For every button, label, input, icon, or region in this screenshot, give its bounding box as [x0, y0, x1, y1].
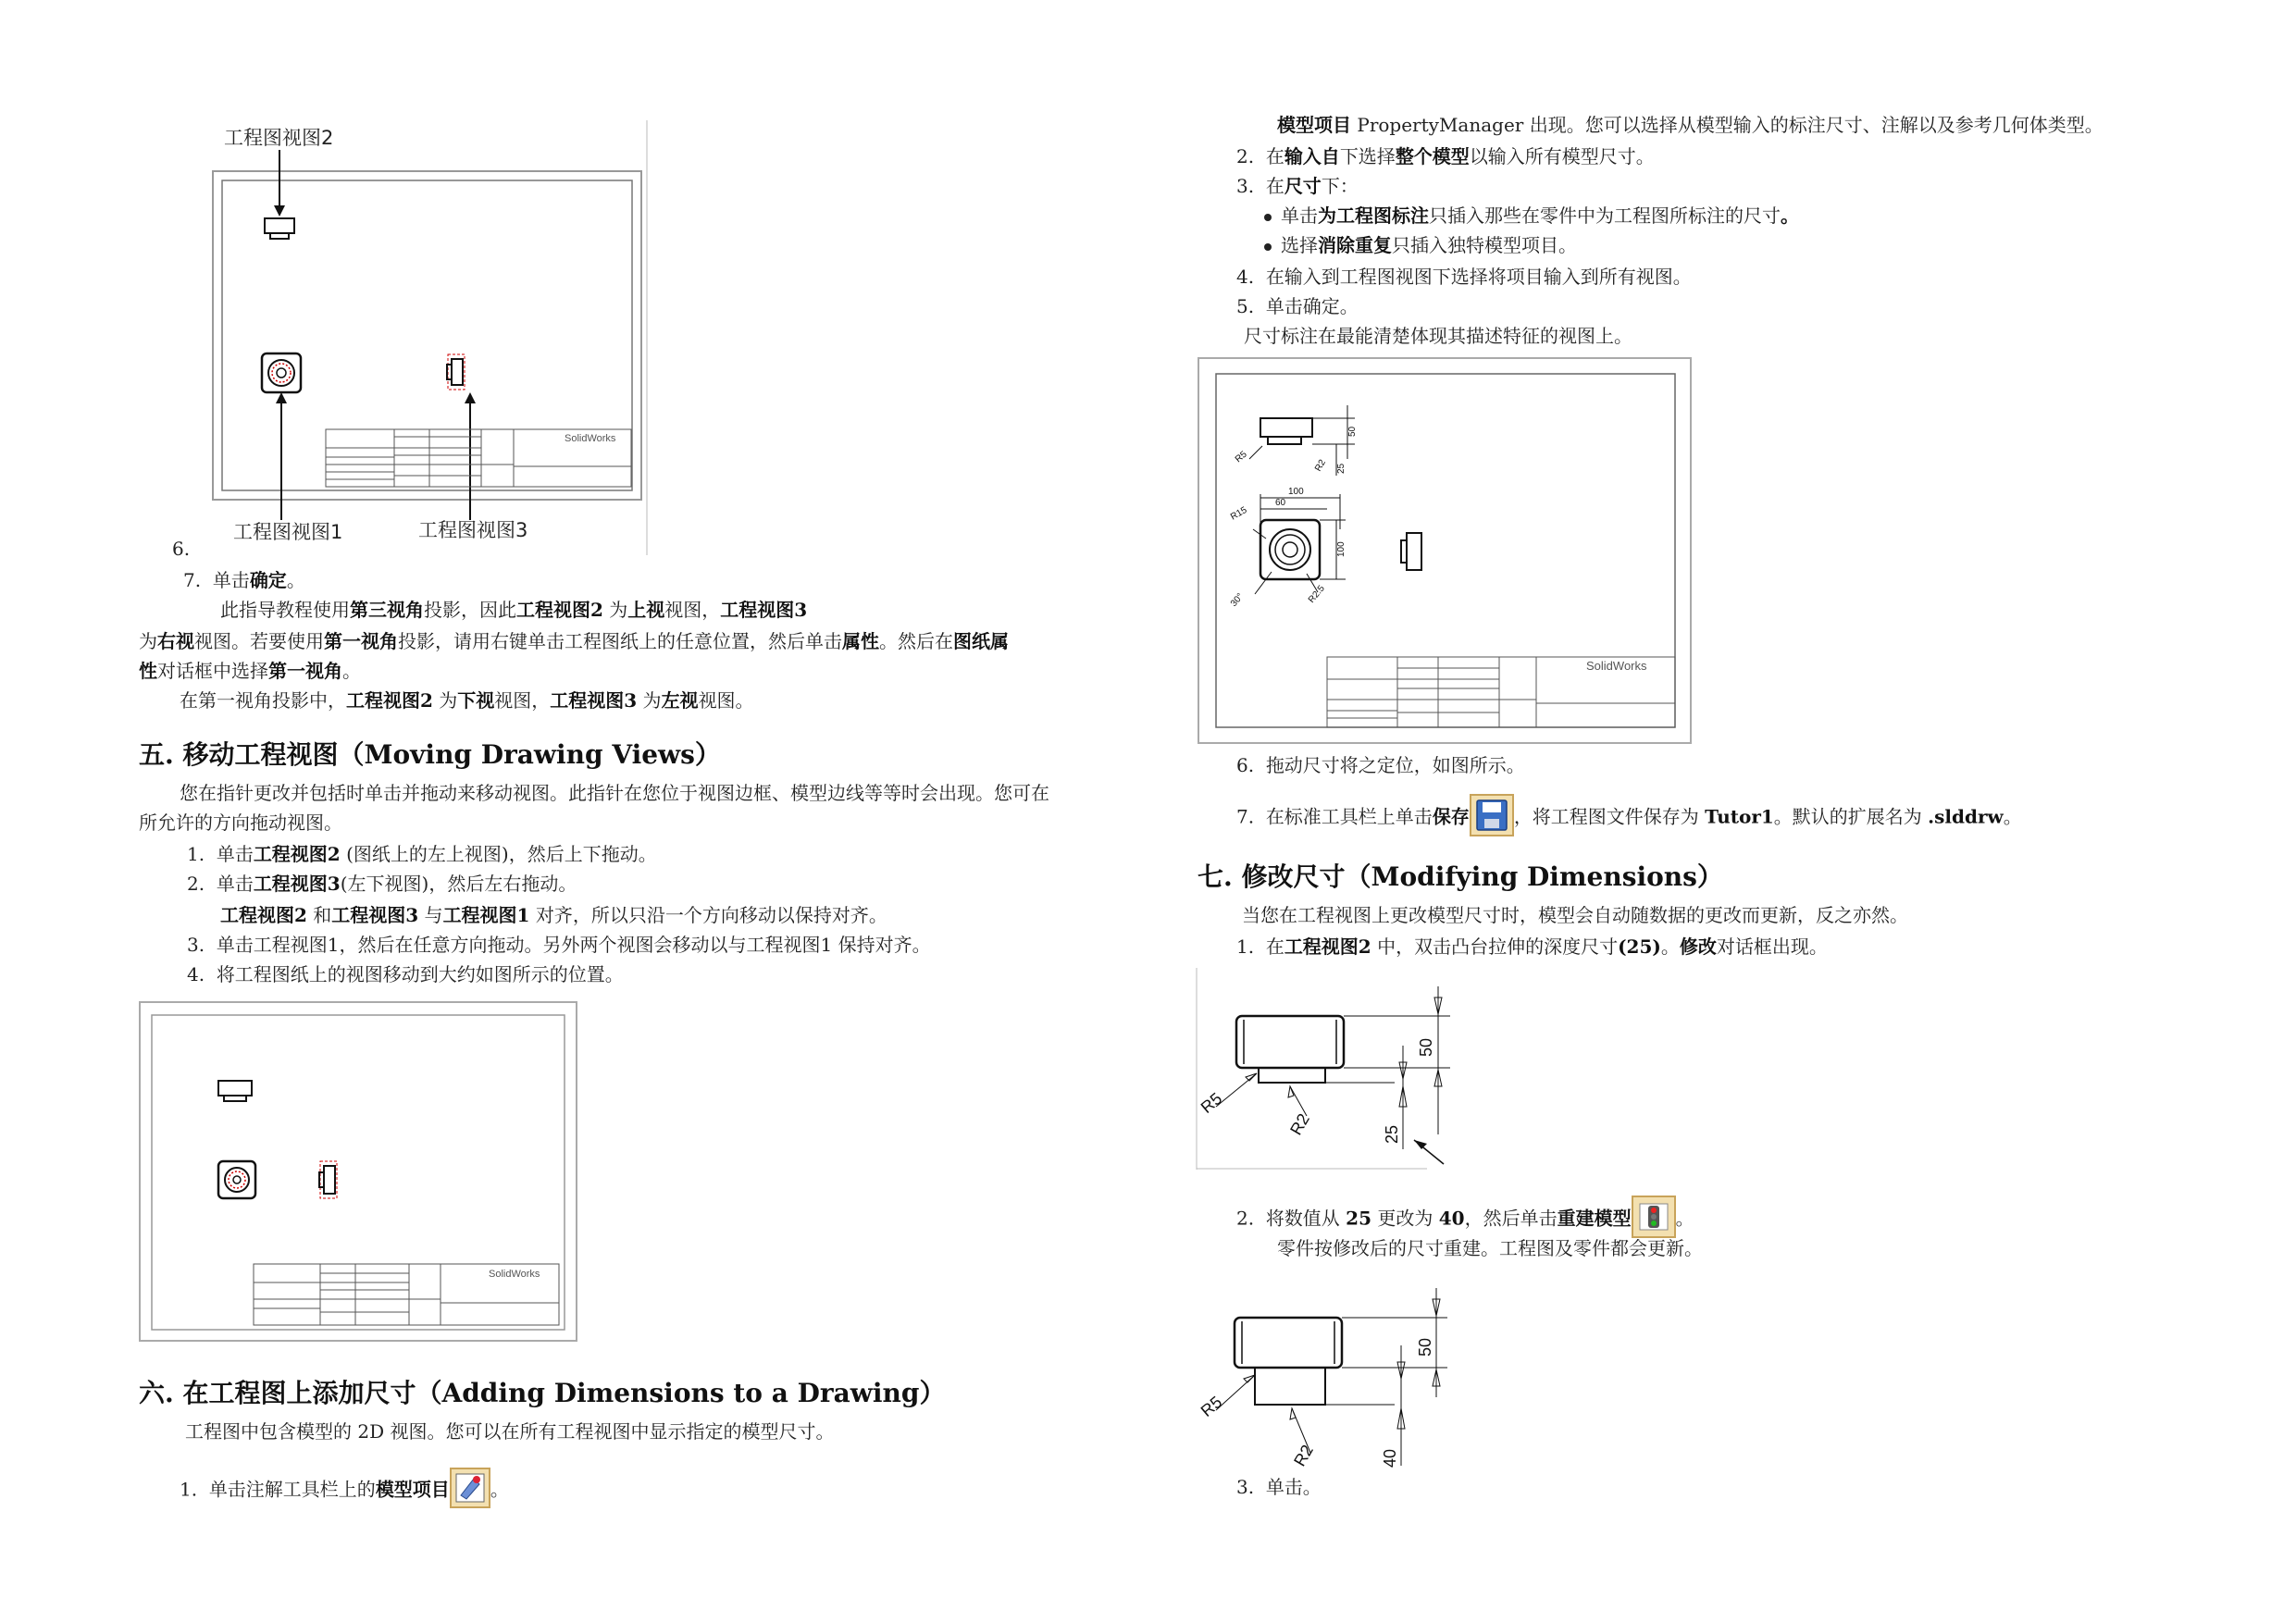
list-item-move-1: 1. 单击工程视图2 (图纸上的左上视图)，然后上下拖动。	[187, 843, 657, 865]
step-import-to-views: 4. 在输入到工程图视图下选择将项目输入到所有视图。	[1236, 266, 1692, 288]
svg-text:100: 100	[1336, 541, 1347, 557]
paragraph-adding-dimensions: 工程图中包含模型的 2D 视图。您可以在所有工程视图中显示指定的模型尺寸。	[185, 1420, 835, 1443]
view1-part[interactable]	[262, 353, 301, 392]
radius-r5-label: R5	[1197, 1088, 1226, 1118]
paragraph-third-angle: 此指导教程使用第三视角投影，因此工程视图2 为上视视图，工程视图3	[220, 599, 808, 621]
figure-dimension-40	[1196, 1271, 1492, 1484]
label-drawing-view-1: 工程图视图1	[233, 521, 343, 543]
figure-dimensioned-drawing	[1198, 357, 1694, 746]
svg-text:R5: R5	[1233, 449, 1249, 465]
paragraph-first-angle: 为右视视图。若要使用第一视角投影，请用右键单击工程图纸上的任意位置，然后单击属性。然后在图纸属	[139, 630, 1009, 652]
step-import-from: 2. 在输入自下选择整个模型以输入所有模型尺寸。	[1236, 145, 1655, 167]
bullet-marked-for-drawing: 单击为工程图标注只插入那些在零件中为工程图所标注的尺寸。	[1264, 204, 1799, 228]
svg-text:30°: 30°	[1228, 591, 1247, 609]
radius-r2-label: R2	[1286, 1110, 1313, 1138]
dim-50-label[interactable]: 50	[1417, 1037, 1435, 1057]
list-item-move-2: 2. 单击工程视图3(左下视图)，然后左右拖动。	[187, 873, 577, 895]
step-7: 7. 单击确定。	[183, 569, 305, 591]
note-dimension-placement: 尺寸标注在最能清楚体现其描述特征的视图上。	[1244, 325, 1632, 347]
label-drawing-view-3: 工程图视图3	[418, 519, 528, 541]
step-drag-dimensions: 6. 拖动尺寸将之定位，如图所示。	[1236, 754, 1525, 776]
dim-50-label-updated[interactable]: 50	[1416, 1337, 1434, 1357]
view2-part[interactable]	[265, 218, 294, 239]
paragraph-moving-2: 所允许的方向拖动视图。	[139, 812, 342, 834]
svg-text:100: 100	[1288, 487, 1304, 497]
paragraph-moving-1: 您在指针更改并包括时单击并拖动来移动视图。此指针在您位于视图边框、模型边线等等时会出现。您可在	[180, 782, 1049, 804]
dimensioned-front-view[interactable]	[1253, 494, 1346, 594]
note-alignment: 工程视图2 和工程视图3 与工程视图1 对齐，所以只沿一个方向移动以保持对齐。	[220, 904, 887, 926]
label-drawing-view-2: 工程图视图2	[224, 127, 334, 149]
figure-moved-views	[139, 1001, 579, 1344]
solidworks-logo-text: SolidWorks	[565, 433, 616, 444]
moved-solidworks-text: SolidWorks	[489, 1269, 540, 1280]
svg-text:60: 60	[1275, 498, 1286, 508]
svg-text:R15: R15	[1229, 504, 1249, 523]
radius-r5-label-updated: R5	[1197, 1392, 1226, 1421]
svg-text:R2: R2	[1313, 457, 1328, 474]
svg-text:R2.5: R2.5	[1306, 583, 1327, 605]
list-item-move-3: 3. 单击工程视图1，然后在任意方向拖动。另外两个视图会移动以与工程视图1 保持对齐。	[187, 934, 931, 956]
moved-view2-part[interactable]	[218, 1081, 252, 1101]
paragraph-first-angle-views: 在第一视角投影中，工程视图2 为下视视图，工程视图3 为左视视图。	[180, 689, 754, 712]
paragraph-modifying-dimensions: 当您在工程视图上更改模型尺寸时，模型会自动随数据的更改而更新，反之亦然。	[1242, 904, 1908, 926]
svg-text:25: 25	[1336, 463, 1347, 474]
heading-adding-dimensions: 六. 在工程图上添加尺寸（Adding Dimensions to a Drawing）	[139, 1378, 946, 1408]
model-items-icon[interactable]	[450, 1468, 490, 1514]
step-save: 7. 在标准工具栏上单击保存 ，将工程图文件保存为 Tutor1。默认的扩展名为 .slddrw。	[1236, 794, 2022, 842]
dimensioned-right-view[interactable]	[1401, 533, 1421, 570]
radius-r2-label-updated: R2	[1290, 1442, 1317, 1469]
moved-view3-part[interactable]	[319, 1161, 337, 1198]
view3-part[interactable]	[447, 354, 465, 390]
heading-modifying-dimensions: 七. 修改尺寸（Modifying Dimensions）	[1198, 861, 1723, 892]
note-part-rebuilt: 零件按修改后的尺寸重建。工程图及零件都会更新。	[1277, 1237, 1703, 1259]
step-number-6: 6.	[172, 538, 191, 560]
step-click: 3. 单击。	[1236, 1476, 1322, 1498]
step-change-value: 2. 将数值从 25 更改为 40，然后单击重建模型 。	[1236, 1196, 1694, 1244]
step-click-ok: 5. 单击确定。	[1236, 295, 1359, 317]
figure-drawing-views	[176, 120, 652, 555]
step-model-items: 1. 单击注解工具栏上的模型项目 。	[180, 1468, 509, 1514]
dim-25-label[interactable]: 25	[1383, 1124, 1401, 1144]
heading-moving-drawing-views: 五. 移动工程视图（Moving Drawing Views）	[139, 739, 721, 770]
bullet-eliminate-duplicates: 选择消除重复只插入独特模型项目。	[1264, 233, 1577, 257]
model-items-propertymanager: 模型项目 PropertyManager 出现。您可以选择从模型输入的标注尺寸、注解以及参考几何体类型。	[1277, 114, 2104, 136]
list-item-move-4: 4. 将工程图纸上的视图移动到大约如图所示的位置。	[187, 963, 624, 985]
figure-dimension-25	[1196, 968, 1492, 1171]
dim-40-label[interactable]: 40	[1381, 1448, 1399, 1468]
dimensioned-solidworks-text: SolidWorks	[1586, 659, 1647, 673]
step-double-click-dimension: 1. 在工程视图2 中，双击凸台拉伸的深度尺寸(25)。修改对话框出现。	[1236, 935, 1828, 958]
step-dimensions: 3. 在尺寸下：	[1236, 175, 1359, 197]
paragraph-sheet-properties: 性对话框中选择第一视角。	[139, 660, 361, 682]
save-icon[interactable]	[1470, 794, 1514, 842]
moved-view1-part[interactable]	[218, 1161, 255, 1198]
svg-text:50: 50	[1347, 426, 1358, 437]
